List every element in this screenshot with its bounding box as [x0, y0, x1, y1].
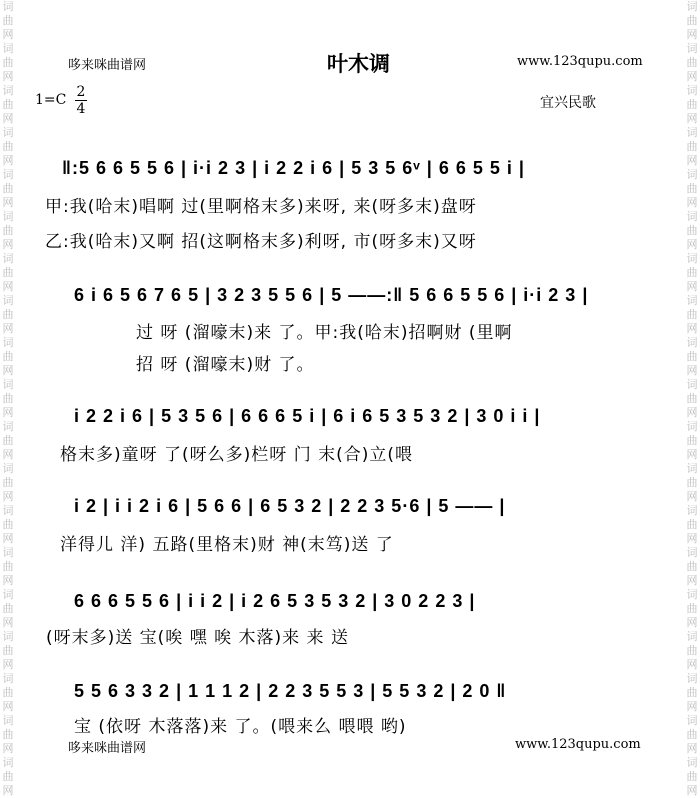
- notation-line-4: i 2 | i i 2 i 6 | 5 6 6 | 6 5 3 2 | 2 2 3 5·6 | 5 —— |: [74, 496, 506, 516]
- time-sig-bottom: 4: [76, 101, 86, 117]
- site-name-footer: 哆来咪曲谱网: [68, 741, 147, 756]
- notation-line-1: ‖:5 6 6 5 5 6 | i·i 2 3 | i 2 2 i 6 | 5 3 5 6ᵛ | 6 6 5 5 i |: [62, 158, 525, 178]
- song-title: 叶木调: [327, 52, 390, 76]
- lyric-line-4: 洋得儿 洋) 五路(里格末)财 神(末笃)送 了: [60, 535, 394, 555]
- notation-line-6: 5 5 6 3 3 2 | 1 1 1 2 | 2 2 3 5 5 3 | 5 5 3 2 | 2 0 ‖: [74, 681, 507, 701]
- lyric-line-1b: 乙:我(哈末)又啊 招(这啊格末多)利呀, 市(呀多末)又呀: [45, 232, 477, 252]
- watermark-right: 词曲网词曲网词曲网词曲网词曲网词曲网词曲网词曲网词曲网词曲网词曲网词曲网词曲网词曲网词曲网词曲网词曲网词曲网词曲网: [686, 0, 698, 797]
- lyric-line-3: 格末多)童呀 了(呀么多)栏呀 门 末(合)立(喂: [60, 445, 414, 465]
- lyric-line-6: 宝 (依呀 木落落)来 了。(喂来么 喂喂 哟): [74, 717, 407, 737]
- lyric-line-2a: 过 呀 (溜嚎末)来 了。甲:我(哈末)招啊财 (里啊: [136, 323, 513, 343]
- notation-line-5: 6 6 6 5 5 6 | i i 2 | i 2 6 5 3 5 3 2 | 3 0 2 2 3 |: [74, 591, 476, 611]
- site-url-header: www.123qupu.com: [517, 54, 643, 69]
- notation-line-2: 6 i 6 5 6 7 6 5 | 3 2 3 5 5 6 | 5 ——:‖ 5 6 6 5 5 6 | i·i 2 3 |: [74, 285, 589, 305]
- site-name-header: 哆来咪曲谱网: [68, 58, 147, 73]
- key-signature: 1=C: [35, 92, 67, 108]
- time-signature: [74, 84, 88, 117]
- lyric-line-2b: 招 呀 (溜嚎末)财 了。: [136, 355, 315, 375]
- song-genre: 宜兴民歌: [540, 95, 596, 111]
- lyric-line-5: (呀末多)送 宝(唉 嘿 唉 木落)来 来 送: [46, 628, 349, 648]
- lyric-line-1a: 甲:我(哈末)唱啊 过(里啊格末多)来呀, 来(呀多末)盘呀: [45, 197, 477, 217]
- site-url-footer: www.123qupu.com: [515, 737, 641, 752]
- watermark-left: 词曲网词曲网词曲网词曲网词曲网词曲网词曲网词曲网词曲网词曲网词曲网词曲网词曲网词曲网词曲网词曲网词曲网词曲网词曲网: [2, 0, 14, 797]
- time-sig-top: 2: [76, 84, 86, 100]
- notation-line-3: i 2 2 i 6 | 5 3 5 6 | 6 6 6 5 i | 6 i 6 5 3 5 3 2 | 3 0 i i |: [74, 406, 541, 426]
